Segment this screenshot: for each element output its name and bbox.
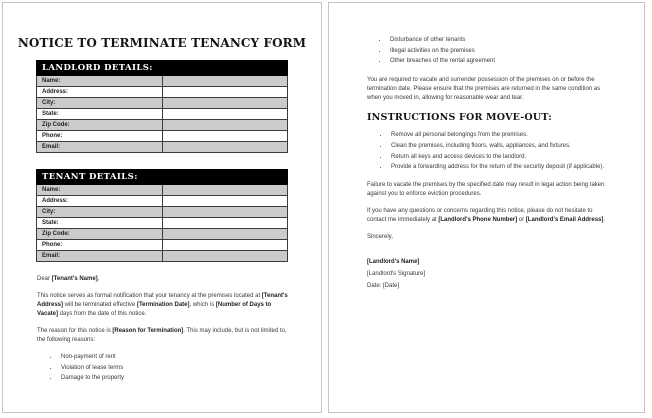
field-label: Address: [37, 196, 163, 207]
list-item: • Provide a forwarding address for the return of the security deposit (if applicable). [389, 163, 613, 172]
table-row [37, 131, 288, 142]
failure-paragraph: Failure to vacate the premises by the specified date may result in legal action being taken against you to enforce eviction procedures. [367, 181, 605, 197]
field-label: Name: [37, 185, 163, 196]
landlord-state-field[interactable] [162, 109, 288, 120]
table-row [37, 76, 288, 87]
tenant-zip-field[interactable] [162, 229, 288, 240]
table-row [37, 87, 288, 98]
landlord-email-field[interactable] [162, 142, 288, 153]
tenant-state-field[interactable] [162, 218, 288, 229]
salutation: Dear [Tenant's Name], [37, 276, 100, 282]
moveout-instructions-list [367, 131, 613, 172]
landlord-name-placeholder: [Landlord's Name] [367, 258, 420, 265]
field-label: Zip Code: [37, 120, 163, 131]
page-title: NOTICE TO TERMINATE TENANCY FORM [17, 36, 307, 50]
tenant-name-field[interactable] [162, 185, 288, 196]
list-item: • Return all keys and access devices to the landlord. [389, 153, 613, 162]
table-row [37, 218, 288, 229]
list-item: • Non-payment of rent [59, 353, 290, 362]
field-label: Name: [37, 76, 163, 87]
date-placeholder: Date: [Date] [367, 282, 400, 289]
vacate-paragraph: You are required to vacate and surrender possession of the premises on or before the termination date. Please ensure that the premises are returned in the same condition as when you moved in, allowing for reasonable wear and tear. [367, 76, 601, 101]
list-item: • Illegal activities on the premises [388, 47, 613, 56]
contact-paragraph: If you have any questions or concerns regarding this notice, please do not hesitate to contact me immediately at [Landlord's Phone Number] or [Landlord's Email Address]. [367, 208, 606, 223]
landlord-name-field[interactable] [162, 76, 288, 87]
reason-paragraph: The reason for this notice is [Reason for Termination]. This may include, but is not limited to, the following reasons: [37, 328, 287, 343]
list-item: • Disturbance of other tenants [388, 36, 613, 45]
field-label: City: [37, 98, 163, 109]
document-page-1 [2, 2, 322, 413]
landlord-phone-field[interactable] [162, 131, 288, 142]
field-label: Address: [37, 87, 163, 98]
table-row [37, 229, 288, 240]
field-label: Phone: [37, 240, 163, 251]
table-header-row [37, 170, 288, 185]
tenant-email-field[interactable] [162, 251, 288, 262]
table-row [37, 185, 288, 196]
table-row [37, 251, 288, 262]
landlord-details-header: LANDLORD DETAILS: [37, 61, 288, 76]
termination-reasons-list [37, 353, 290, 383]
tenant-details-header: TENANT DETAILS: [37, 170, 288, 185]
tenant-details-table [36, 169, 288, 262]
table-row [37, 196, 288, 207]
tenant-phone-field[interactable] [162, 240, 288, 251]
field-label: City: [37, 207, 163, 218]
letter-body [37, 275, 290, 383]
termination-reasons-list-continued [367, 36, 613, 66]
field-label: Email: [37, 251, 163, 262]
table-header-row [37, 61, 288, 76]
landlord-details-table [36, 60, 288, 153]
notice-paragraph: This notice serves as formal notification that your tenancy at the premises located at [Tenant's Address] will be terminated effective [Termination Date], which is [Number of Days to Vacate] days from the date of this notice. [37, 293, 288, 317]
field-label: State: [37, 109, 163, 120]
table-row [37, 109, 288, 120]
moveout-section-heading: INSTRUCTIONS FOR MOVE-OUT: [367, 112, 553, 124]
table-row [37, 120, 288, 131]
list-item: • Damage to the property [59, 374, 290, 383]
table-row [37, 142, 288, 153]
tenant-city-field[interactable] [162, 207, 288, 218]
closing-salutation: Sincerely, [367, 234, 393, 241]
table-row [37, 98, 288, 109]
table-row [37, 207, 288, 218]
list-item: • Other breaches of the rental agreement [388, 57, 613, 66]
field-label: Phone: [37, 131, 163, 142]
landlord-zip-field[interactable] [162, 120, 288, 131]
field-label: Email: [37, 142, 163, 153]
list-item: • Violation of lease terms [59, 364, 290, 373]
letter-body-continued [329, 3, 644, 290]
list-item: • Clean the premises, including floors, walls, appliances, and fixtures. [389, 142, 613, 151]
document-page-2 [328, 2, 645, 413]
landlord-city-field[interactable] [162, 98, 288, 109]
table-row [37, 240, 288, 251]
field-label: Zip Code: [37, 229, 163, 240]
list-item: • Remove all personal belongings from the premises. [389, 131, 613, 140]
field-label: State: [37, 218, 163, 229]
landlord-signature-placeholder: [Landlord's Signature] [367, 270, 426, 277]
tenant-address-field[interactable] [162, 196, 288, 207]
landlord-address-field[interactable] [162, 87, 288, 98]
